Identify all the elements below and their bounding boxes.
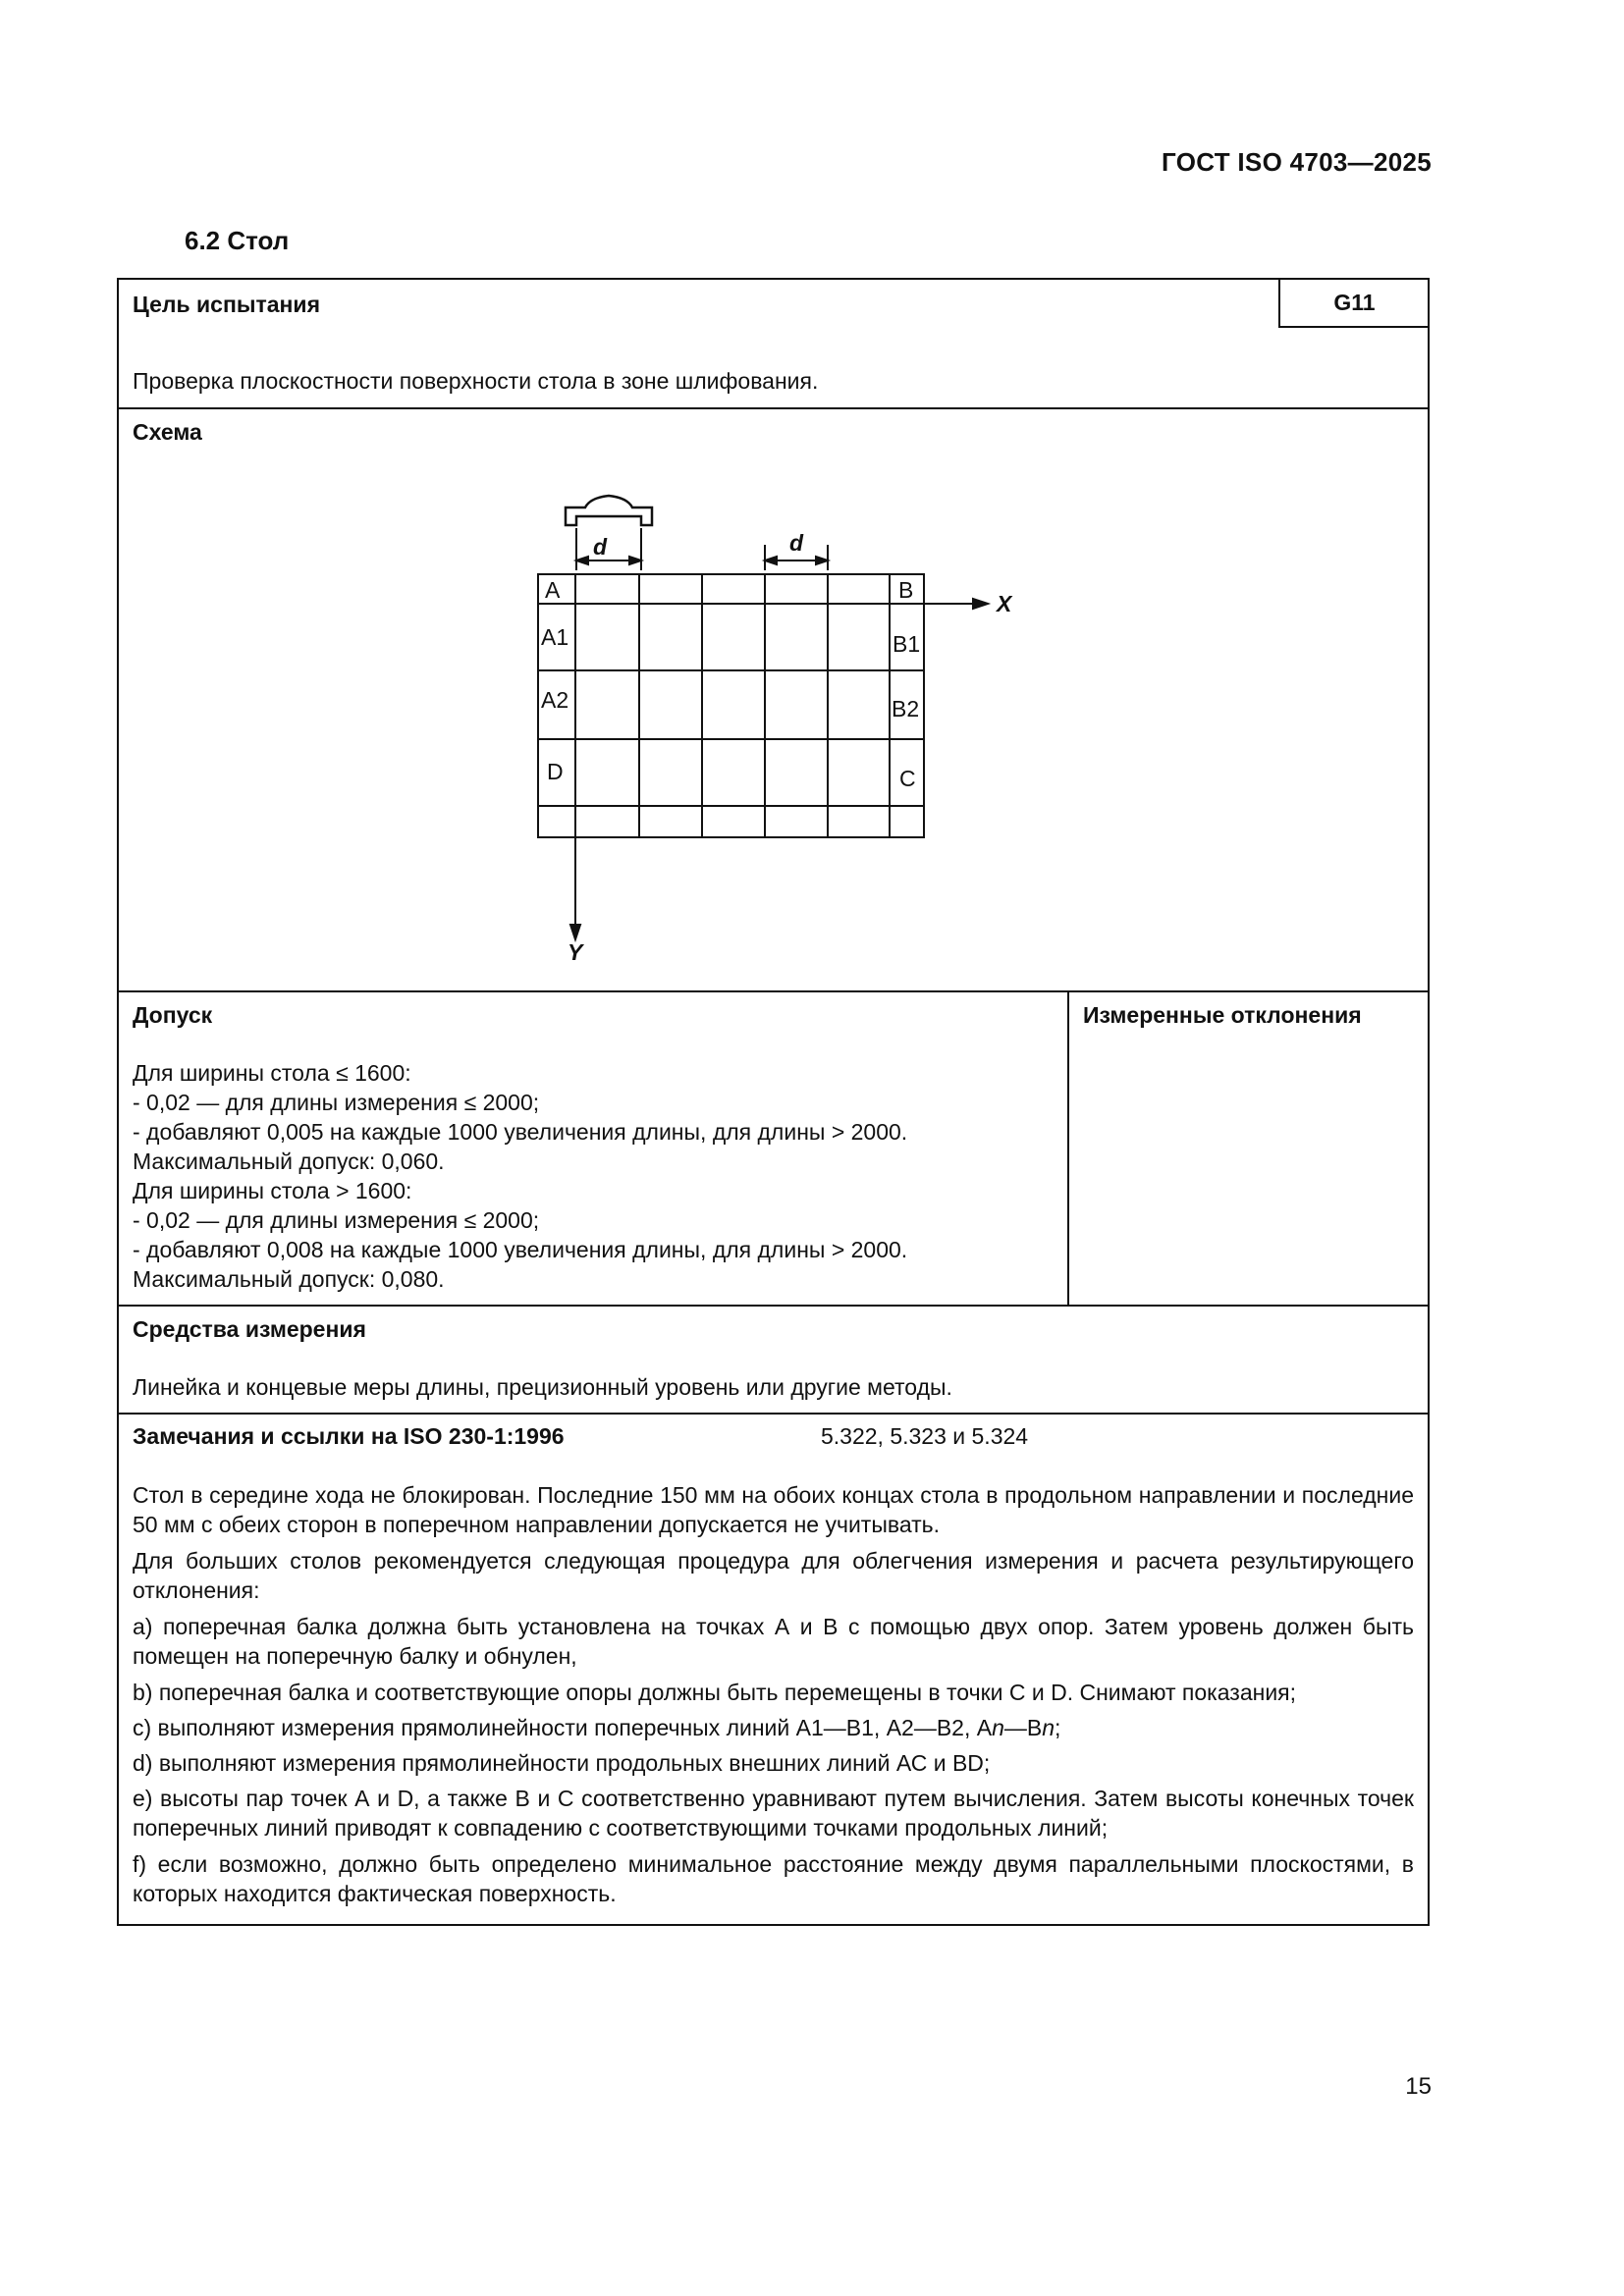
- iso-references: 5.322, 5.323 и 5.324: [821, 1423, 1029, 1449]
- tolerance-line: - добавляют 0,005 на каждые 1000 увеличения длины, для длины > 2000.: [133, 1119, 908, 1145]
- schema-heading: Схема: [133, 419, 202, 445]
- point-d: D: [547, 759, 564, 784]
- tolerance-line: - 0,02 — для длины измерения ≤ 2000;: [133, 1090, 540, 1115]
- instruments-text: Линейка и концевые меры длины, прецизионный уровень или другие методы.: [133, 1374, 952, 1400]
- column-divider: [1067, 990, 1069, 1305]
- tolerance-line: Максимальный допуск: 0,080.: [133, 1266, 445, 1292]
- test-card: [117, 278, 1430, 1926]
- procedure-step-c: [133, 1713, 1414, 1742]
- procedure-step-f: f) если возможно, должно быть определено минимальное расстояние между двумя параллельными плоскостями, в которых находится фактическая поверхность.: [133, 1851, 1414, 1906]
- tolerance-line: - 0,02 — для длины измерения ≤ 2000;: [133, 1207, 540, 1233]
- measured-heading: Измеренные отклонения: [1083, 1002, 1362, 1028]
- x-axis-label: X: [997, 591, 1012, 616]
- point-b2: B2: [892, 696, 920, 721]
- notes-paragraph: Стол в середине хода не блокирован. Последние 150 мм на обоих концах стола в продольном направлении и последние 50 мм с обеих сторон в поперечном направлении допускается не учитывать.: [133, 1482, 1414, 1537]
- divider: [119, 1413, 1428, 1415]
- tolerance-line: - добавляют 0,008 на каждые 1000 увеличения длины, для длины > 2000.: [133, 1237, 908, 1262]
- point-a1: A1: [541, 624, 569, 650]
- procedure-step-e: e) высоты пар точек А и D, а также В и С соответственно уравнивают путем вычисления. Затем высоты конечных точек поперечных линий приводят к совпадению с соответствующими точками продольных линий;: [133, 1786, 1414, 1841]
- tolerance-heading: Допуск: [133, 1002, 213, 1028]
- test-code: G11: [1278, 280, 1429, 328]
- notes-heading: Замечания и ссылки на ISO 230-1:1996: [133, 1423, 565, 1449]
- procedure-step-b: b) поперечная балка и соответствующие опоры должны быть перемещены в точки С и D. Снимают показания;: [133, 1680, 1297, 1705]
- purpose-text: Проверка плоскостности поверхности стола в зоне шлифования.: [133, 368, 819, 394]
- point-a2: A2: [541, 687, 569, 713]
- point-a: A: [545, 577, 561, 603]
- divider: [119, 990, 1428, 992]
- procedure-step-a: а) поперечная балка должна быть установлена на точках А и В с помощью двух опор. Затем уровень должен быть помещен на поперечную балку и обнулен,: [133, 1614, 1414, 1669]
- step-c-text: —В: [1003, 1715, 1043, 1740]
- d-label-1: d: [592, 534, 608, 560]
- tolerance-line: Максимальный допуск: 0,060.: [133, 1148, 445, 1174]
- procedure-step-d: d) выполняют измерения прямолинейности продольных внешних линий АС и BD;: [133, 1750, 991, 1776]
- document-id: ГОСТ ISO 4703—2025: [1162, 147, 1432, 177]
- purpose-heading: Цель испытания: [133, 292, 320, 317]
- point-c: C: [899, 766, 916, 791]
- flatness-grid-diagram: [119, 280, 1429, 987]
- point-b1: B1: [893, 631, 921, 657]
- step-c-text: ;: [1055, 1715, 1061, 1740]
- section-title: 6.2 Стол: [185, 226, 290, 255]
- point-b: B: [898, 577, 914, 603]
- tolerance-line: Для ширины стола > 1600:: [133, 1178, 412, 1203]
- tolerance-line: Для ширины стола ≤ 1600:: [133, 1060, 411, 1086]
- d-label-2: d: [788, 530, 804, 556]
- y-axis-label: Y: [568, 939, 583, 965]
- divider: [119, 1305, 1428, 1307]
- tolerance-text: [133, 1058, 907, 1294]
- step-c-index: n: [992, 1715, 1004, 1740]
- page-number: 15: [1405, 2073, 1432, 2100]
- notes-paragraph: Для больших столов рекомендуется следующая процедура для облегчения измерения и расчета результирующего отклонения:: [133, 1548, 1414, 1603]
- step-c-text: c) выполняют измерения прямолинейности поперечных линий А1—В1, А2—В2, А: [133, 1715, 993, 1740]
- step-c-index: n: [1042, 1715, 1056, 1740]
- instruments-heading: Средства измерения: [133, 1316, 366, 1342]
